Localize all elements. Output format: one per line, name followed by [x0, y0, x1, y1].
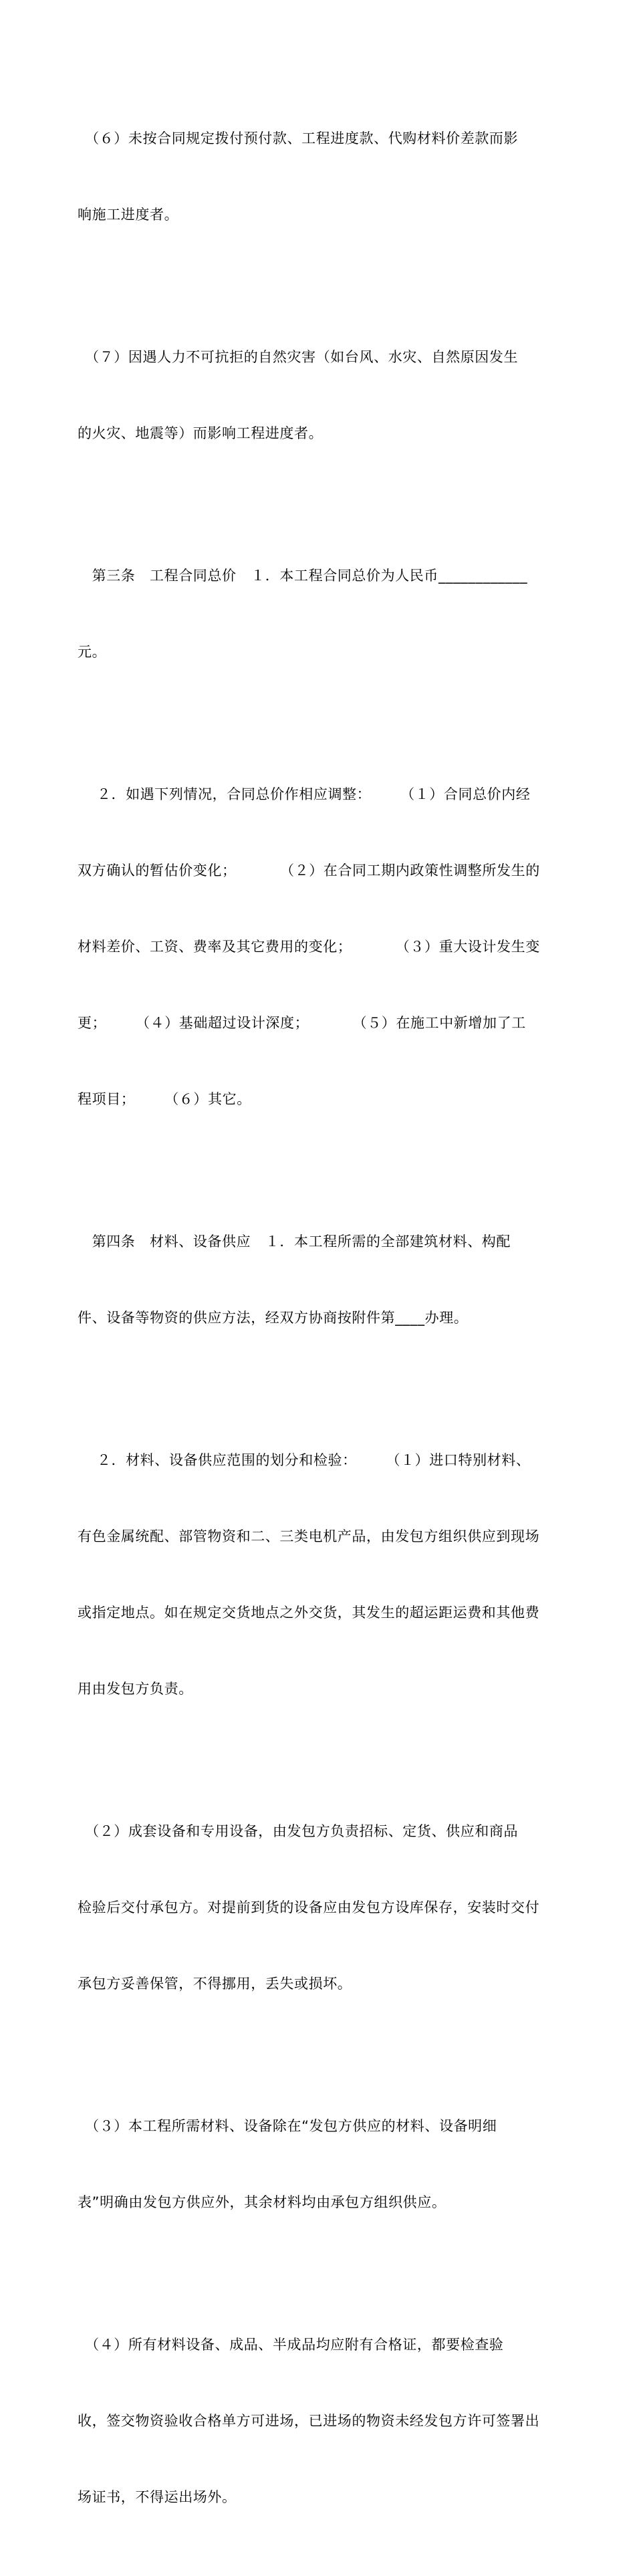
text-line: 元。	[78, 644, 107, 660]
text-line: 用由发包方负责。	[78, 1681, 193, 1697]
text-line: （４）所有材料设备、成品、半成品均应附有合格证，都要检查验	[78, 2337, 504, 2353]
text-line: （２）成套设备和专用设备，由发包方负责招标、定货、供应和商品	[78, 1823, 519, 1839]
text-line: 收，签交物资验收合格单方可进场，已进场的物资未经发包方许可签署出	[78, 2413, 540, 2429]
text-line: ２．材料、设备供应范围的划分和检验： （１）进口特别材料、	[78, 1452, 531, 1468]
text-line: （６）未按合同规定拨付预付款、工程进度款、代购材料价差款而影	[78, 130, 519, 146]
text-line: 更； （４）基础超过设计深度； （５）在施工中新增加了工	[78, 1015, 526, 1031]
paragraph-supply-3	[78, 2063, 556, 2266]
text-line: ２．如遇下列情况，合同总价作相应调整： （１）合同总价内经	[78, 786, 531, 802]
text-line: 承包方妥善保管，不得挪用，丢失或损坏。	[78, 1976, 352, 1992]
text-line: 或指定地点。如在规定交货地点之外交货，其发生的超运距运费和其他费	[78, 1605, 540, 1621]
paragraph-clause-6	[78, 75, 556, 278]
text-line: （７）因遇人力不可抗拒的自然灾害（如台风、水灾、自然原因发生	[78, 349, 519, 365]
paragraph-article-3	[78, 512, 556, 715]
text-line: 场证书，不得运出场外。	[78, 2489, 237, 2505]
text-line: 双方确认的暂估价变化； （２）在合同工期内政策性调整所发生的	[78, 862, 540, 879]
text-line: 表”明确由发包方供应外，其余材料均由承包方组织供应。	[78, 2194, 447, 2210]
paragraph-supply-4	[78, 2281, 556, 2561]
text-line: 件、设备等物资的供应方法，经双方协商按附件第____办理。	[78, 1310, 469, 1326]
paragraph-clause-7	[78, 294, 556, 497]
paragraph-price-adjustment	[78, 731, 556, 1163]
document-body	[78, 75, 556, 2576]
paragraph-supply-scope	[78, 1397, 556, 1752]
text-line: 第三条 工程合同总价 １．本工程合同总价为人民币____________	[78, 568, 528, 584]
text-line: 的火灾、地震等）而影响工程进度者。	[78, 425, 324, 441]
text-line: 有色金属统配、部管物资和二、三类电机产品，由发包方组织供应到现场	[78, 1528, 540, 1544]
text-line: 检验后交付承包方。对提前到货的设备应由发包方设库保存，安装时交付	[78, 1899, 540, 1915]
paragraph-article-4	[78, 1178, 556, 1381]
text-line: （３）本工程所需材料、设备除在“发包方供应的材料、设备明细	[78, 2118, 497, 2134]
text-line: 材料差价、工资、费率及其它费用的变化； （３）重大设计发生变	[78, 939, 540, 955]
paragraph-supply-2	[78, 1768, 556, 2047]
text-line: 第四条 材料、设备供应 １．本工程所需的全部建筑材料、构配	[78, 1234, 511, 1250]
text-line: 程项目； （６）其它。	[78, 1091, 251, 1107]
text-line: 响施工进度者。	[78, 207, 179, 223]
